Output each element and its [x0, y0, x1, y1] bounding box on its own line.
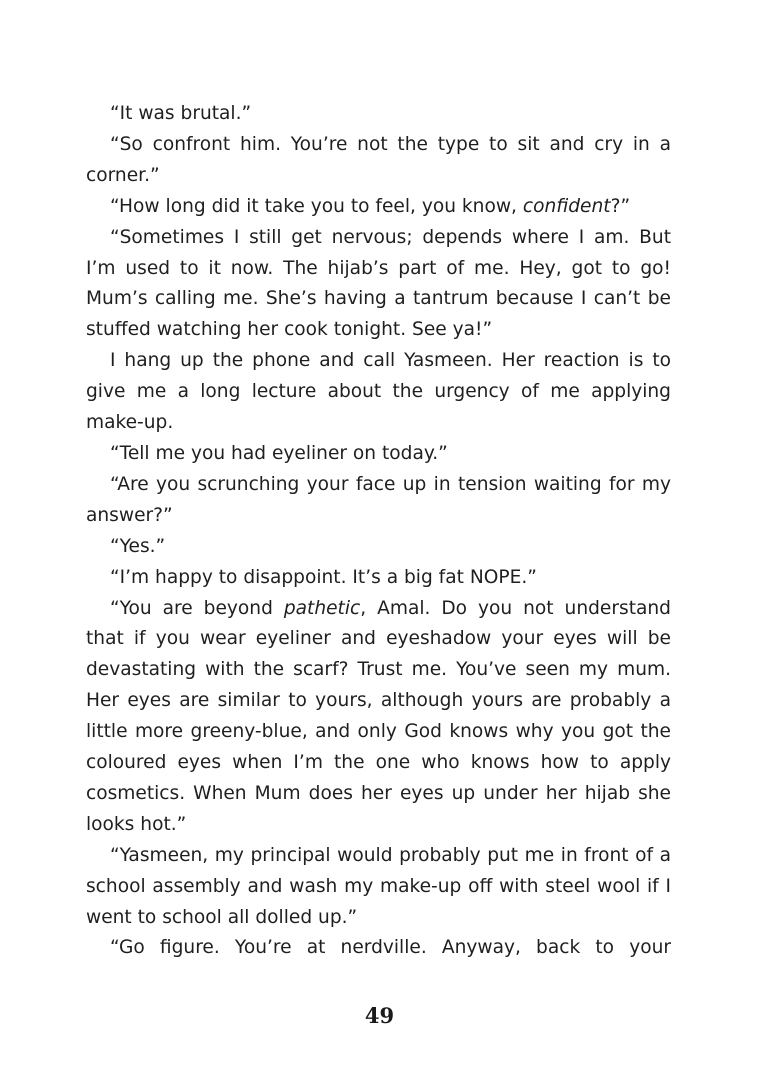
paragraph [86, 192, 671, 223]
paragraph [86, 594, 671, 841]
paragraph [86, 223, 671, 347]
text-run: “How long did it take you to feel, you know, [110, 195, 523, 217]
page-number: 49 [364, 1003, 395, 1028]
text-run: “Yes.” [110, 535, 166, 557]
paragraph [86, 841, 671, 934]
italic-text: confident [522, 195, 611, 217]
text-run: I hang up the phone and call Yasmeen. Her reaction is to give me a long lecture about the urgency of me applying make-up. [86, 350, 671, 434]
text-run: , Amal. Do you not understand that if you wear eyeliner and eyeshadow your eyes will be devastating with the scarf? Trust me. You’ve seen my mum. Her eyes are similar to yours, although yours are probably a little more greeny-blue, and only God knows why you got the coloured eyes when I’m the one who knows how to apply cosmetics. When Mum does her eyes up under her hijab she looks hot.” [86, 597, 671, 835]
paragraph [86, 532, 671, 563]
text-run: “Tell me you had eyeliner on today.” [110, 442, 448, 464]
body-text [86, 99, 671, 964]
italic-text: pathetic [283, 597, 361, 619]
paragraph [86, 130, 671, 192]
text-run: “Are you scrunching your face up in tension waiting for my answer?” [86, 473, 671, 526]
text-run: “Yasmeen, my principal would probably put me in front of a school assembly and wash my make-up off with steel wool if I went to school all dolled up.” [86, 844, 671, 928]
text-run: “Sometimes I still get nervous; depends where I am. But I’m used to it now. The hijab’s part of me. Hey, got to go! Mum’s calling me. She’s having a tantrum because I can’t be stuffed watching her cook tonight. See ya!” [86, 226, 671, 341]
text-run: “It was brutal.” [110, 103, 252, 124]
text-run: ?” [610, 195, 631, 217]
paragraph [86, 563, 671, 594]
paragraph [86, 346, 671, 439]
paragraph [86, 99, 671, 130]
paragraph [86, 439, 671, 470]
text-run: “You are beyond [110, 597, 284, 619]
paragraph [86, 470, 671, 532]
text-run: “I’m happy to disappoint. It’s a big fat NOPE.” [110, 566, 537, 588]
paragraph [86, 933, 671, 964]
text-run: “So confront him. You’re not the type to sit and cry in a corner.” [86, 133, 671, 186]
text-run: “Go figure. You’re at nerdville. Anyway, back to your [110, 937, 671, 959]
